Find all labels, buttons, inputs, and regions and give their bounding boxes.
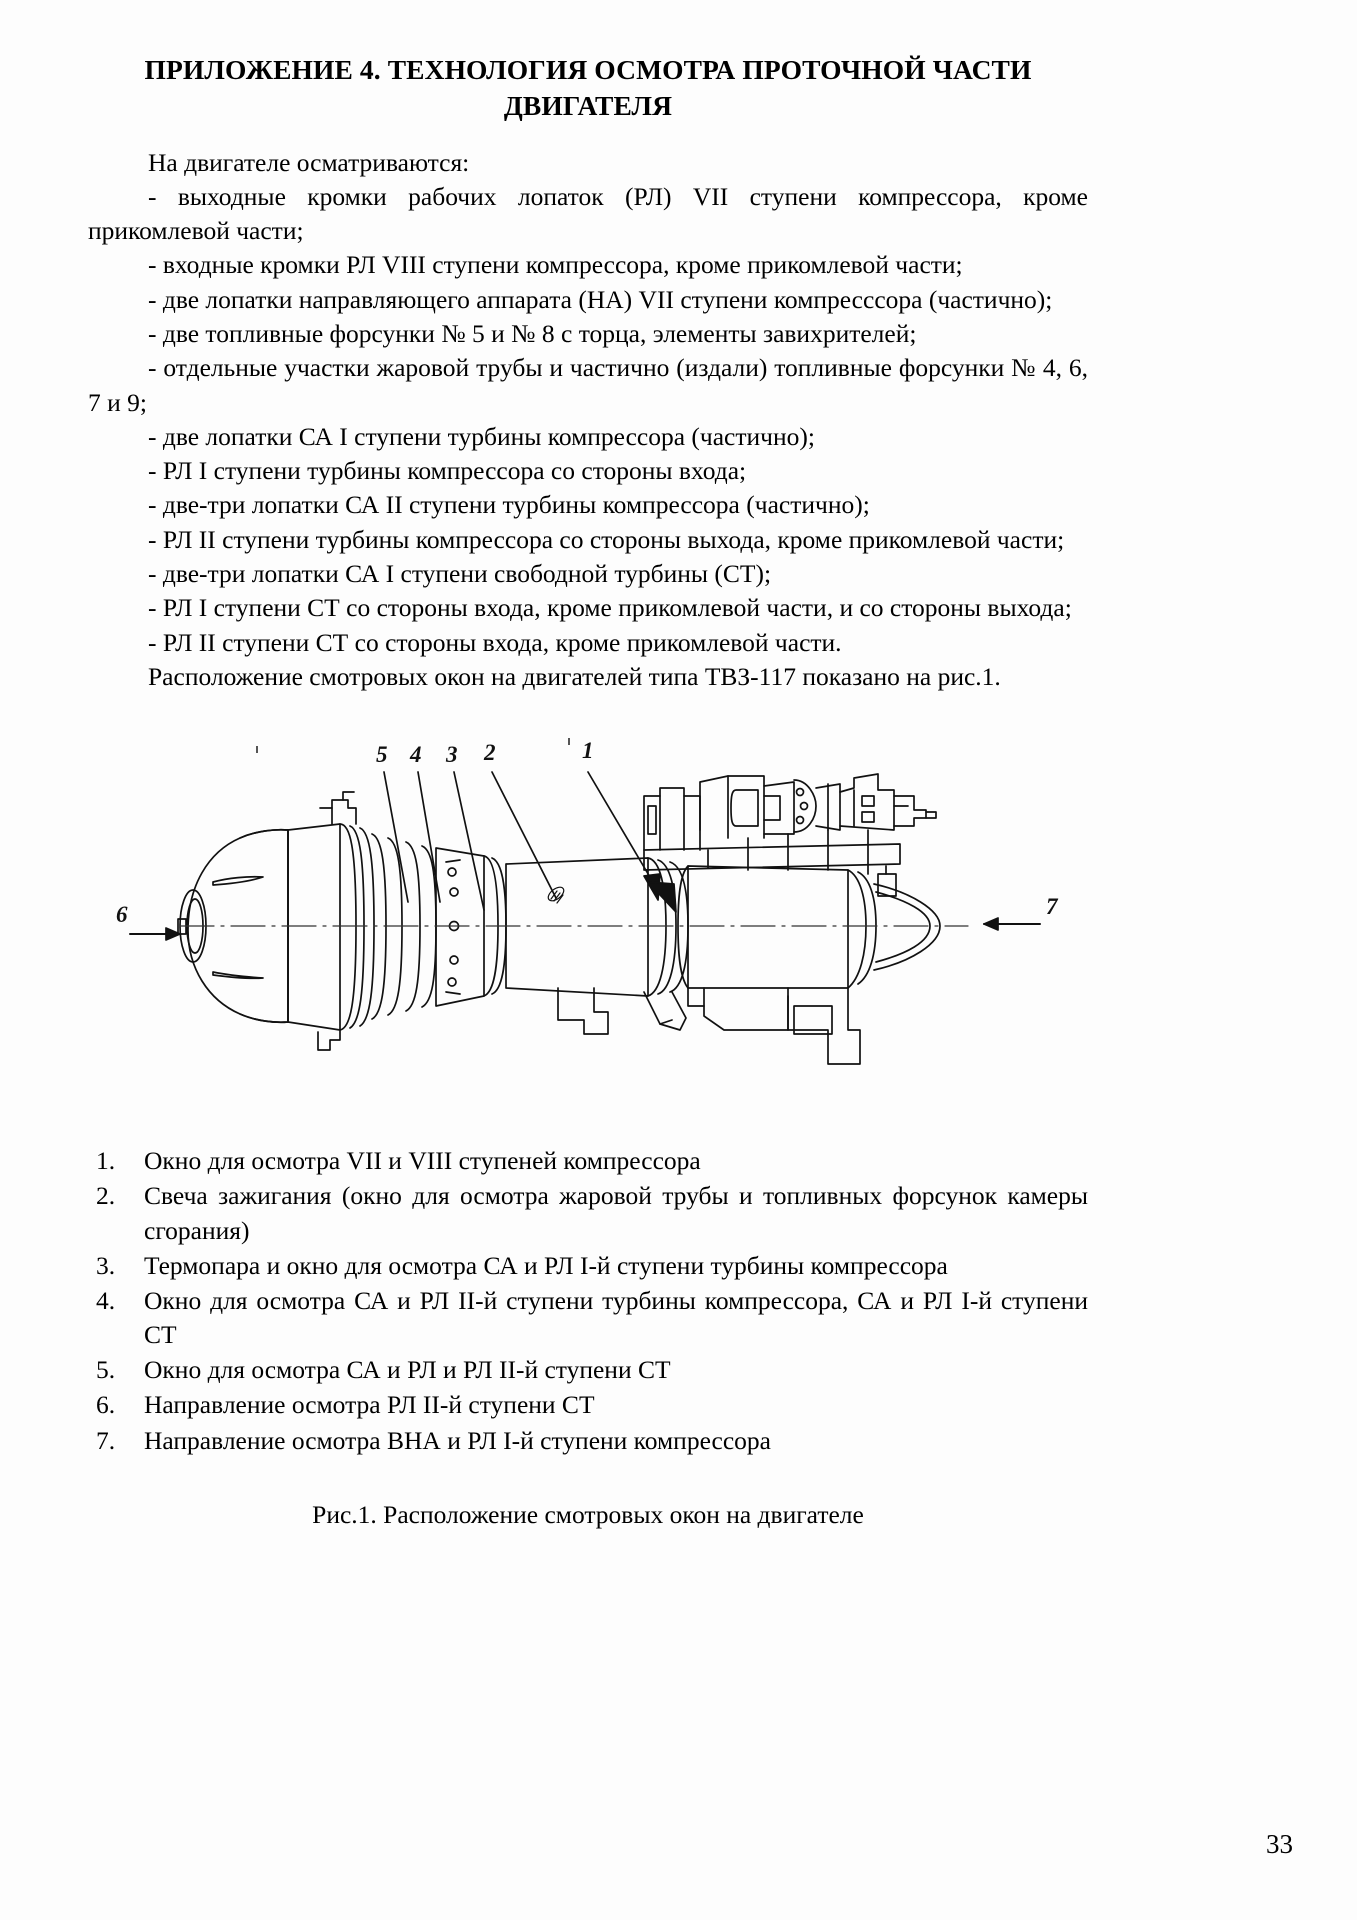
body-text-block [88, 146, 1088, 695]
legend-text: Свеча зажигания (окно для осмотра жаровой трубы и топливных форсунок камеры сгорания) [144, 1181, 1088, 1245]
intro-paragraph: На двигателе осматриваются: [148, 147, 470, 177]
callout-label-2: 2 [484, 740, 496, 766]
callout-label-5: 5 [376, 742, 388, 768]
bullet-line-3: - две лопатки направляющего аппарата (НА) VII ступени компресссора (частично); [148, 284, 1053, 314]
legend-item-6 [88, 1388, 1088, 1422]
legend-marker: 4. [96, 1285, 116, 1315]
legend-item-2 [88, 1179, 1088, 1247]
legend-item-1 [88, 1144, 1088, 1178]
bullet-line-10: - две-три лопатки СА I ступени свободной турбины (СТ); [148, 559, 772, 589]
legend-text: Окно для осмотра СА и РЛ и РЛ II-й ступени СТ [144, 1355, 671, 1385]
bullet-line-8: - две-три лопатки СА II ступени турбины компрессора (частично); [148, 490, 870, 520]
bullet-line-4: - две топливные форсунки № 5 и № 8 с торца, элементы завихрителей; [148, 318, 917, 348]
callout-label-3: 3 [446, 742, 458, 768]
legend-text: Направление осмотра РЛ II-й ступени СТ [144, 1390, 595, 1420]
legend-marker: 3. [96, 1250, 116, 1280]
page-number: 33 [1266, 1829, 1293, 1859]
figure-caption: Рис.1. Расположение смотровых окон на двигателе [312, 1499, 864, 1529]
leader-line-5 [384, 772, 408, 902]
bullet-line-7: - РЛ I ступени турбины компрессора со стороны входа; [148, 456, 747, 486]
legend-marker: 2. [96, 1181, 116, 1211]
callout-label-6: 6 [116, 902, 128, 928]
leader-line-3 [454, 772, 484, 910]
closing-paragraph: Расположение смотровых окон на двигателей типа ТВЗ-117 показано на рис.1. [148, 661, 1001, 691]
legend-item-5 [88, 1353, 1088, 1387]
callout-label-7: 7 [1046, 894, 1058, 920]
bullet-line-5: - отдельные участки жаровой трубы и частично (издали) топливные форсунки № 4, 6, 7 и 9; [88, 353, 1088, 417]
engine-cutaway-drawing [88, 734, 1088, 1126]
legend-item-7 [88, 1424, 1088, 1458]
legend-marker: 1. [96, 1146, 116, 1176]
bullet-line-9: - РЛ II ступени турбины компрессора со стороны выхода, кроме прикомлевой части; [148, 524, 1065, 554]
engine-figure [88, 734, 1088, 1126]
bullet-line-1: - выходные кромки рабочих лопаток (РЛ) VII ступени компрессора, кроме прикомлевой части; [88, 181, 1088, 246]
legend-text: Окно для осмотра СА и РЛ II-й ступени турбины компрессора, СА и РЛ I-й ступени СТ [144, 1285, 1088, 1350]
scan-speck [256, 746, 258, 753]
bullet-line-11: - РЛ I ступени СТ со стороны входа, кроме прикомлевой части, и со стороны выхода; [148, 593, 1072, 623]
legend-item-4 [88, 1284, 1088, 1352]
bullet-line-12: - РЛ II ступени СТ со стороны входа, кроме прикомлевой части. [148, 627, 842, 657]
callout-label-1: 1 [582, 738, 594, 764]
legend-marker: 7. [96, 1425, 116, 1455]
legend-marker: 6. [96, 1390, 116, 1420]
legend-text: Направление осмотра ВНА и РЛ I-й ступени компрессора [144, 1425, 771, 1455]
callout-label-4: 4 [410, 742, 422, 768]
bullet-line-6: - две лопатки СА I ступени турбины компрессора (частично); [148, 421, 815, 451]
legend-text: Термопара и окно для осмотра СА и РЛ I-й ступени турбины компрессора [144, 1250, 948, 1280]
page-title: ПРИЛОЖЕНИЕ 4. ТЕХНОЛОГИЯ ОСМОТРА ПРОТОЧНОЙ ЧАСТИ ДВИГАТЕЛЯ [144, 54, 1032, 121]
legend-item-3 [88, 1249, 1088, 1283]
legend-text: Окно для осмотра VII и VIII ступеней компрессора [144, 1146, 701, 1176]
scan-speck [568, 738, 570, 745]
legend-marker: 5. [96, 1355, 116, 1385]
bullet-line-2: - входные кромки РЛ VIII ступени компрессора, кроме прикомлевой части; [148, 250, 963, 280]
figure-legend-list [88, 1144, 1088, 1457]
page-content [88, 52, 1088, 1530]
leader-line-2 [492, 772, 556, 898]
